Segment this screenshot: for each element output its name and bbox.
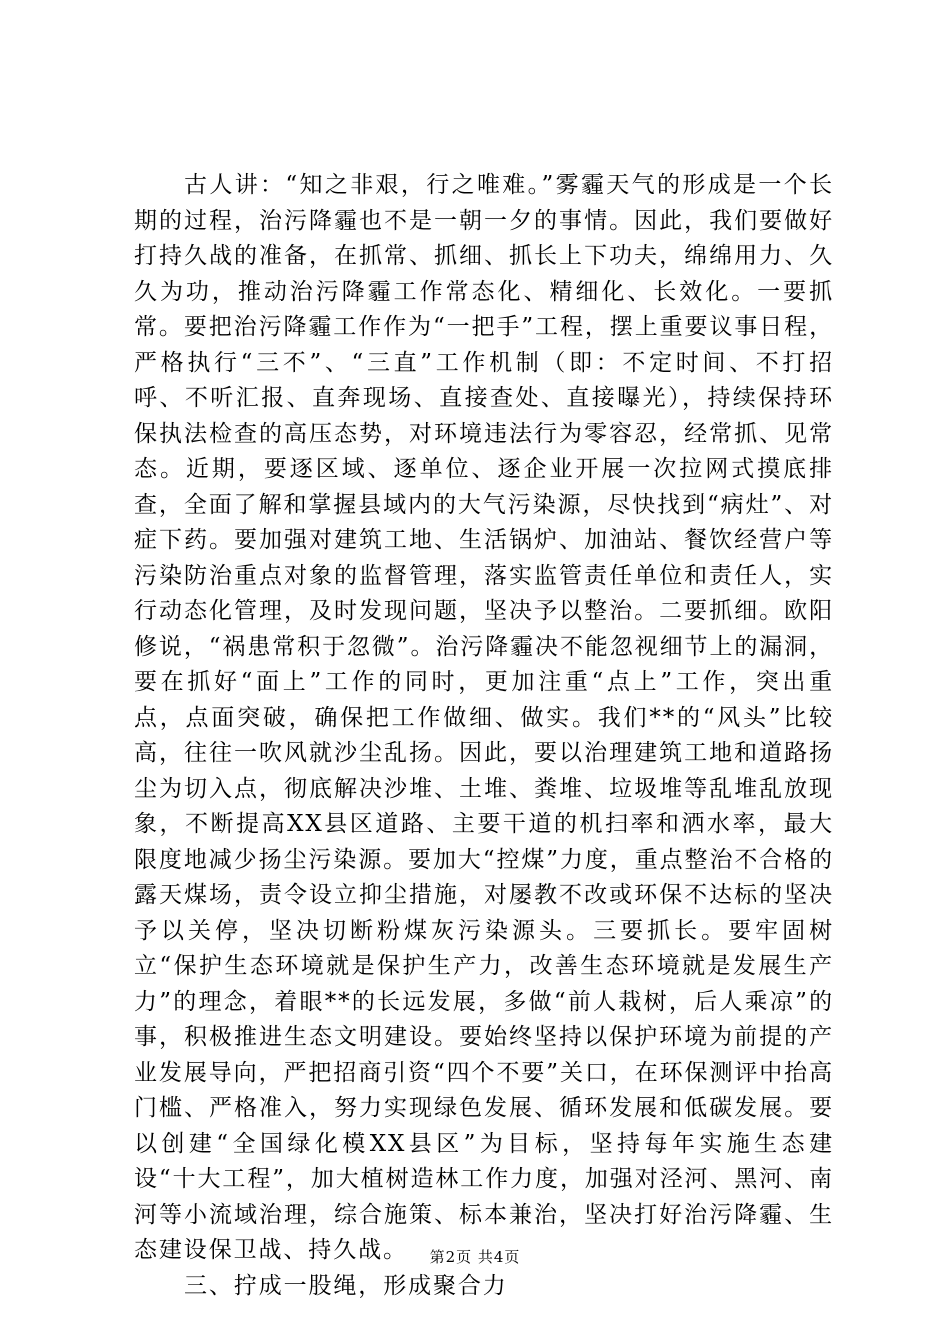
body-paragraph: 古人讲：“知之非艰，行之唯难。”雾霾天气的形成是一个长期的过程，治污降霾也不是一朝一夕的事情。因此，我们要做好打持久战的准备，在抓常、抓细、抓长上下功夫，绵绵用力、久久为功，推动治污降霾工作常态化、精细化、长效化。一要抓常。要把治污降霾工作作为“一把手”工程，摆上重要议事日程，严格执行“三不”、“三直”工作机制（即：不定时间、不打招呼、不听汇报、直奔现场、直接查处、直接曝光），持续保持环保执法检查的高压态势，对环境违法行为零容忍，经常抓、见常态。近期，要逐区域、逐单位、逐企业开展一次拉网式摸底排查，全面了解和掌握县域内的大气污染源，尽快找到“病灶”、对症下药。要加强对建筑工地、生活锅炉、加油站、餐饮经营户等污染防治重点对象的监督管理，落实监管责任单位和责任人，实行动态化管理，及时发现问题，坚决予以整治。二要抓细。欧阳修说，“祸患常积于忽微”。治污降霾决不能忽视细节上的漏洞，要在抓好“面上”工作的同时，更加注重“点上”工作，突出重点，点面突破，确保把工作做细、做实。我们**的“风头”比较高，往往一吹风就沙尘乱扬。因此，要以治理建筑工地和道路扬尘为切入点，彻底解决沙堆、土堆、粪堆、垃圾堆等乱堆乱放现象，不断提高XX县区道路、主要干道的机扫率和洒水率，最大限度地减少扬尘污染源。要加大“控煤”力度，重点整治不合格的露天煤场，责令设立抑尘措施，对屡教不改或环保不达标的坚决予以关停，坚决切断粉煤灰污染源头。三要抓长。要牢固树立“保护生态环境就是保护生产力，改善生态环境就是发展生产力”的理念，着眼**的长远发展，多做“前人栽树，后人乘凉”的事，积极推进生态文明建设。要始终坚持以保护环境为前提的产业发展导向，严把招商引资“四个不要”关口，在环保测评中抬高门槛、严格准入，努力实现绿色发展、循环发展和低碳发展。要以创建“全国绿化模XX县区”为目标，坚持每年实施生态建设“十大工程”，加大植树造林工作力度，加强对泾河、黑河、南河等小流域治理，综合施策、标本兼治，坚决打好治污降霾、生态建设保卫战、持久战。 xyxy=(134,172,834,1263)
page-footer: 第2页 共4页 xyxy=(429,1248,521,1266)
section-heading: 三、拧成一股绳，形成聚合力 xyxy=(184,1272,508,1299)
document-body xyxy=(134,168,834,1304)
